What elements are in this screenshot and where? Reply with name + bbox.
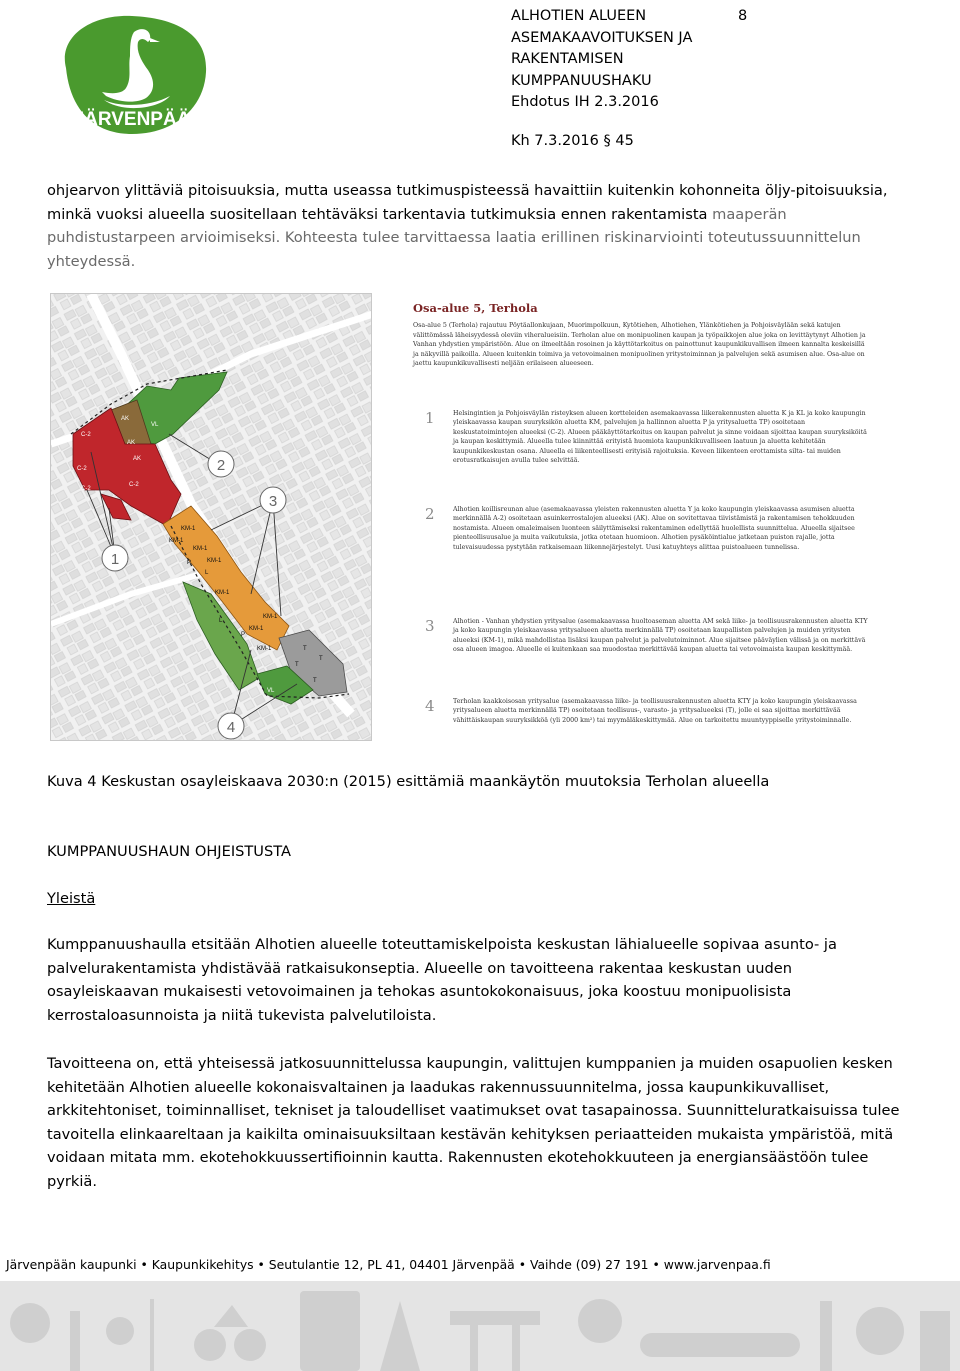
legend-title: Osa-alue 5, Terhola [413, 301, 538, 315]
map-label: T [295, 662, 299, 668]
legend-number: 4 [425, 697, 435, 715]
map-label: KM-1 [169, 538, 184, 544]
map-label: AK [121, 416, 130, 422]
map-callout: 2 [216, 457, 226, 474]
map-callout: 4 [226, 719, 236, 736]
map-label: KM-1 [249, 626, 264, 632]
header-line: RAKENTAMISEN [511, 51, 624, 67]
logo-text: JÄRVENPÄÄ [73, 109, 191, 130]
map-callout: 1 [110, 551, 120, 568]
map-label: C-2 [77, 466, 87, 472]
footer-contact: Järvenpään kaupunki • Kaupunkikehitys • Seutulantie 12, PL 41, 04401 Järvenpää • Vaihde (09) 27 191 • www.jarvenpaa.fi [6, 1257, 771, 1272]
meeting-reference: Kh 7.3.2016 § 45 [511, 133, 634, 149]
intro-text: ohjearvon ylittäviä pitoisuuksia, mutta useassa tutkimuspisteessä havaittiin kuitenkin kohonneita öljy-pitoisuuksia, minkä vuoksi alueella suositellaan tehtäväksi tarkentavia tutkimuksia ennen rakentamista [47, 182, 888, 223]
map-label: KM-1 [215, 590, 230, 596]
header-line: ALHOTIEN ALUEEN [511, 8, 647, 24]
land-use-figure [50, 293, 872, 743]
paragraph: Tavoitteena on, että yhteisessä jatkosuunnittelussa kaupungin, valittujen kumppanien ja muiden osapuolien kesken kehitetään Alhotien alueelle kokonaisvaltainen ja laadukas rakennussuunnitelma, jossa kaupunkikuvalliset, arkkitehtoniset, toiminnalliset, tekniset ja taloudelliset vaatimukset ovat tasapainossa. Suunnitteluratkaisuissa tulee tavoitella elinkaareltaan ja kaikilta ominaisuuksiltaan kestävän kehityksen periaatteiden mukaista ympäristöä, mitä voidaan mitata mm. ekotehokkuussertifioinnin kautta. Rakennusten ekotehokkuuteen ja energiansäästöön tulee pyrkiä. [47, 1055, 900, 1190]
intro-text-faded: Kohteesta tulee tarvittaessa laatia erillinen riskinarviointi toteutussuunnittelun yhteydessä. [47, 229, 861, 270]
page-number: 8 [738, 8, 748, 24]
map-label: KM-1 [257, 646, 272, 652]
subheading: Yleistä [47, 890, 96, 907]
map-label: L [205, 570, 209, 576]
legend-number: 2 [425, 505, 435, 523]
jarvenpaa-logo [52, 12, 214, 136]
legend-number: 1 [425, 409, 435, 427]
area-map [50, 293, 372, 741]
legend-text: Alhotien koillisreunan alue (asemakaavassa yleisten rakennusten aluetta Y ja koko kaupungin yleiskaavassa asumisen aluetta merkinnällä A-2) osoitetaan asuinkerrostalojen alueeksi (AK). Alue on sovitettavaa tiivistämistä ja rakentamisen tehokkuuden nostamista. Alueen omaleimaisen luonteen säilyttämiseksi rakentaminen edellyttää huolellista suunnittelua. Alueella sijaitsee pienteollisuusalue ja muita vaikutuksia, jotka otetaan huomioon. Alhotien pysäköintialue jatketaan puiston rajalle, jotta tulevaisuudessa pystytään ratkaisemaan liikennejärjestelyt. Uusi katuyhteys alittaa puistoalueen tunnelissa. [453, 506, 855, 551]
paragraph: Kumppanuushaulla etsitään Alhotien alueelle toteuttamiskelpoista keskustan lähialueelle sopivaa asunto- ja palvelurakentamista yhdistävää ratkaisukonseptia. Alueelle on tavoitteena rakentaa keskustan uuden osayleiskaavan mukaisesti vetovoimainen ja tehokas asuntokokonaisuus, joka koostuu monipuolisista kerrostaloasunnoista ja niitä tukevista palvelutiloista. [47, 936, 837, 1024]
legend-text: Helsingintien ja Pohjoisväylän risteyksen alueen kortteleiden asemakaavassa liikerakennusten aluetta K ja KL ja koko kaupungin yleiskaavassa kaupan suuryksikön aluetta KM, palvelujen ja hallinnon aluetta P ja yritysaluetta TP) osoitetaan keskustatoimintojen alueeksi (C-2). Alueen pääkäyttötarkoitus on kaupan palvelut ja sinne voidaan sijoittaa kaupan suuryksiköitä ja kaupan keskittymiä. Alueella tulee kiinnittää erityistä huomiota kaupunkikuvalliseen laatuun ja aluetta kehitetään kaupunkikeskustan osana. Alueella ei liikenteellisesti erityisiä rajoituksia. Keveen liikenteen erottamista silta- tai muiden erotusratkaisujen avulla tulee selvittää. [453, 410, 867, 465]
map-label: P [187, 560, 192, 566]
intro-paragraph [47, 179, 907, 273]
legend-text: Terholan kaakkoisosan yritysalue (asemakaavassa liike- ja teollisuusrakennusten aluetta KTY ja koko kaupungin yleiskaavassa yritysalueen aluetta merkinnällä TP) osoitetaan teollisuus-, varasto- ja yritysalueeksi (T), jolle ei saa sijoittaa merkittävää vähittäiskaupan suuryksikköä (yli 2000 km²) tai myymäläkeskittymää. Alue on tarkoitettu muuntyyppiselle yritystoiminnalle. [453, 698, 857, 724]
footer-illustration [0, 1281, 960, 1371]
map-label: C-2 [81, 486, 91, 492]
legend-text: Alhotien - Vanhan yhdystien yritysalue (asemakaavassa huoltoaseman aluetta AM sekä liike- ja teollisuusrakennusten aluetta KTY ja koko kaupungin yleiskaavassa yritysalueen aluetta merkinnällä TP) osoitetaan kaupallisten palvelujen ja muiden yritysten alueeksi (KM-1), mikä mahdollistaa lisäksi kaupan palvelut ja palvelutoiminnot. Alue sijaitsee pääväylien välissä ja on merkittävä osa alueen imagoa. Alueelle ei kuitenkaan saa muodostaa merkittävää kaupan aluetta tai vetovoimaista kaupan keskittymää. [453, 618, 868, 654]
map-label: T [319, 656, 323, 662]
header-line: Ehdotus IH 2.3.2016 [511, 94, 659, 110]
map-label: P [241, 632, 246, 638]
section-heading: KUMPPANUUSHAUN OHJEISTUSTA [47, 843, 292, 860]
map-label: C-2 [129, 482, 139, 488]
figure-caption: Kuva 4 Keskustan osayleiskaava 2030:n (2015) esittämiä maankäytön muutoksia Terholan alueella [47, 773, 770, 790]
map-callout: 3 [268, 493, 278, 510]
document-header [511, 6, 692, 114]
map-label: VL [267, 688, 275, 694]
map-label: AK [133, 456, 142, 462]
map-legend [413, 293, 872, 743]
map-label: T [303, 646, 307, 652]
map-label: VL [151, 422, 159, 428]
legend-intro: Osa-alue 5 (Terhola) rajautuu Pöytäallonkujaan, Muorimpolkuun, Kytötiehen, Alhotiehen, Ylänkötiehen ja Pohjoisväylään sekä katujen välittömässä läheisyydessä oleviin viheralueisiin. Terholan alue on monipuolinen kaupan ja työpaikkojen alue joka on levittäytynyt Alhotien ja Vanhan yhdystien ympäristöön. Alue on ilmeeltään rosoinen ja käyttötarkoitus on painottunut kaupunkikuvallisen ilmeen kannalta keskeisillä ja näkyvillä paikoilla. Alueen kuitenkin toimiva ja vetovoimainen monipuolinen yritystoiminnan ja palvelujen sekä asumisen alue. Osa-alue on jaettu kaupunkikuvallisesti neljään erilaiseen alueeseen. [413, 322, 866, 367]
map-label: KM-1 [207, 558, 222, 564]
header-line: ASEMAKAAVOITUKSEN JA [511, 29, 693, 46]
map-label: C-2 [81, 432, 91, 438]
map-label: L [219, 618, 223, 624]
map-label: KM-1 [193, 546, 208, 552]
map-label: KM-1 [181, 526, 196, 532]
map-label: T [313, 678, 317, 684]
map-label: KM-1 [263, 614, 278, 620]
header-line: KUMPPANUUSHAKU [511, 72, 652, 89]
map-label: AK [127, 440, 136, 446]
intro-text-faded: maaperän puhdistustarpeen arvioimiseksi. [47, 205, 787, 246]
legend-number: 3 [425, 617, 435, 635]
